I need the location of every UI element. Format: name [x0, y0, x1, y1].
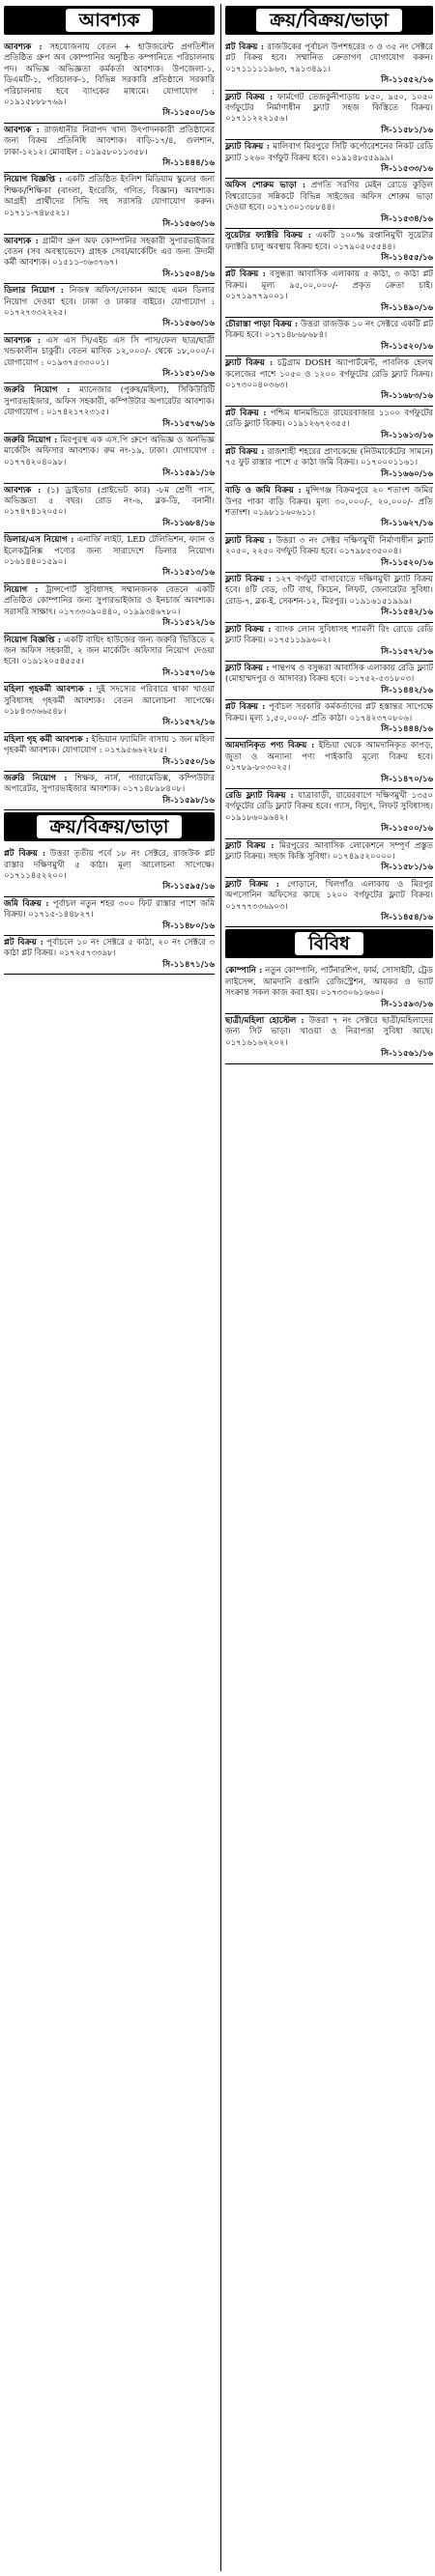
- classified-ad: [225, 789, 433, 839]
- section-title-buy-sell-right-label: ক্রয়/বিক্রয়/ভাড়া: [256, 9, 402, 32]
- classified-ad: [225, 739, 433, 789]
- ad-reference: সি-১১৪৯০/১৬: [381, 302, 433, 313]
- ad-heading: আবশ্যক :: [4, 485, 42, 495]
- classified-ad: [225, 179, 433, 229]
- classified-ad: [4, 847, 215, 897]
- section-title-wanted-label: আবশ্যক: [66, 9, 154, 32]
- classified-ad: [4, 897, 215, 936]
- classified-ad: [4, 284, 215, 334]
- classified-ad: [4, 583, 215, 634]
- right-ads-list: [225, 41, 433, 927]
- ad-heading: ফ্ল্যাট বিক্রয় :: [225, 624, 272, 635]
- section-title-buy-sell-left-label: ক্রয়/বিক্রয়/ভাড়া: [37, 815, 183, 838]
- classified-ad: [4, 124, 215, 174]
- classified-ad: [225, 1014, 433, 1064]
- ad-text: রাজউকের পূর্বাচল উপশহরের ৩ ও ৩৫ নং সেক্টরে প্লট বিক্রয় হবে। সম্মানিত ক্রেতাগণ যোগাযোগ করুন। ০১৭১১১১১৯৬৩, ৭৯১৩৪৯১।: [225, 42, 433, 74]
- ad-heading: প্লট বিক্রয় :: [225, 702, 266, 713]
- ad-text: মিরপুরের আবাসিক লোকেশনে সম্পূর্ণ প্রস্তুত ফ্ল্যাট বিক্রয়। সহজ কিস্তি সুবিধা। ০১৭৪৯৫২০০০০।: [225, 840, 433, 862]
- section-title-buy-sell-right: [225, 6, 433, 35]
- ad-heading: ফ্ল্যাট বিক্রয় :: [225, 92, 274, 102]
- ad-reference: সি-১১৬১৩/১৬: [381, 430, 433, 440]
- ad-heading: ফ্ল্যাট বিক্রয় :: [225, 663, 270, 673]
- ad-text: উত্তরা ৩ নং সেক্টর দক্ষিণমুখী নির্মাণাধীন ফ্ল্যাট ২০৫০, ২২৫০ বর্গফুট বিক্রয় হবে। ০১৭৯৮৫৩৫০০৪।: [225, 535, 433, 557]
- ad-heading: জমি বিক্রয় :: [4, 898, 49, 909]
- ad-reference: সি-১১৬৬০/১৬: [381, 468, 433, 479]
- ad-text: পূর্বাচল সরকারি কর্মকর্তাদের প্লট হস্তান্তর সাপেক্ষে বিক্রয়। মূল্য ১,৫০,০০০/- প্রতি কাঠা। ০১৭৪২৩৭০৮০৬।: [225, 702, 433, 723]
- ad-text: যাত্রাবাড়ী, রায়েরবাগে দক্ষিণমুখী ১৩৫০ বর্গফুটের রেডি ফ্ল্যাট বিক্রয় হবে। গ্যাস, বিদ্যুৎ, লিফট সুবিধাসহ। ০১৯১৮৬০৯৬৪২।: [225, 790, 433, 823]
- ad-heading: প্লট বিক্রয় :: [225, 408, 267, 418]
- ad-text: ম্যানেজার (পুরুষ/মহিলা), সিকিউরিটি সুপারভাইজার, অফিস সহকারী, কম্পিউটার অপারেটর আবশ্যক। যোগাযোগ : ০১৭৪২১৭২৩১৫।: [4, 385, 215, 418]
- ad-text: উত্তরা তৃতীয় পর্বে ১৮ নং সেক্টরে, রাজউক প্লট রাস্তার দক্ষিণমুখী ৫ কাঠা। মূল্য আলোচনা সাপেক্ষে। ০১৭১১৪৫২২০০।: [4, 849, 215, 881]
- ad-text: গ্রামীণ গ্রুপ অফ কোম্পানির সহকারী সুপারভাইজার বেতন (সব অবস্থাভেদে) গ্রাহক সেবা/মার্কেটিং এর জন্য উদ্যমী কর্মী আবশ্যক। ০১৫১১-৩৬৩৭৬৭।: [4, 236, 215, 269]
- ad-text: নিজস্ব অফিস/দোকান আছে এমন ডিলার নিয়োগ দেওয়া হবে। ঢাকা ও ঢাকার বাইরে। যোগাযোগ : ০১৭২৭৩৩২২২৫।: [4, 286, 215, 318]
- left-ads-list: [4, 41, 215, 810]
- ad-reference: সি-১১৫৮১/১৬: [381, 863, 433, 873]
- ad-reference: সি-১১৬২৭/১৬: [381, 519, 433, 529]
- ad-text: পশ্চিম ধানমন্ডিতে রায়েরবাজার ১১০০ বর্গফুটের রেডি ফ্ল্যাট বিক্রয়। ০১৯১২৬৭২৩৫৫।: [225, 408, 433, 430]
- ad-reference: সি-১১৬৮৩/১৬: [381, 391, 433, 402]
- ad-text: ট্রান্সপোর্ট সুবিধাসহ সম্মানজনক বেতনে একটি প্রতিষ্ঠিত কোম্পানির জন্য সুপারভাইজার ও ইনচার্জ আবশ্যক। সরাসরি সাক্ষাৎ। ০১৭৩৩০৯০৪৪০, ০১৯৯৩৪৬৭৮০।: [4, 584, 215, 617]
- ad-reference: সি-১১৫০০/১৬: [162, 108, 215, 119]
- ad-text: পূর্বাচলে ১০ নং সেক্টরে ৫ কাঠা, ২০ নং সেক্টরে ৩ কাঠা প্লট বিক্রয়। ০১৭২৫৭৩৩৯৮।: [4, 938, 215, 959]
- ad-text: মুন্সিগঞ্জ বিক্রমপুরে ২০ শতাংশ জমির উপর পাকা বাড়ি বিক্রয়। মূল্য ৩০,০০০/-, ২০,০০০/- প্রতি শতাংশ। ০১৯৮১১৬০৬১১।: [225, 486, 433, 519]
- ad-reference: সি-১১৫৯৩/১৬: [381, 999, 433, 1009]
- ad-text: রাজধানীর নিরাপদ খাদ্য উৎপাদনকারী প্রতিষ্ঠানের জন্য বিক্রয় প্রতিনিধি আবশ্যক। বাড়ি-১৭/৪, গুলশান, ঢাকা-১২১২। মোবাইল : ০১৯৫৮০১১৩৫৮।: [4, 125, 215, 157]
- ad-text: ১২৭ বর্গফুট বাসাবোতে দক্ষিণমুখী ফ্ল্যাট বিক্রয় হবে। ৪টি বেড, ৩টি বাথ, কিচেন, লিফট, জেনারেটর সুবিধা। রোড-৭, ব্লক-ই, সেকশন-১২, মিরপুর। ০১৯১৬১৫১৯৯৯।: [225, 575, 433, 607]
- classified-ad: [4, 484, 215, 534]
- ad-reference: সি-১১৫৫২/১৬: [381, 75, 433, 86]
- classified-ad: [225, 573, 433, 623]
- section-title-wanted: [4, 6, 215, 35]
- classified-ad: [4, 235, 215, 285]
- ad-heading: জরুরি নিয়োগ :: [4, 436, 58, 445]
- ad-heading: ফ্ল্যাট বিক্রয় :: [225, 358, 274, 369]
- ad-text: সহযোজনায় বেতন + হাউজরেন্ট প্রগতিশীল প্রতিষ্ঠিত গ্রুপ অব কোম্পানির অনুষ্ঠিত কম্পানিতে পরিচালনায় পদ। অভিজ্ঞ অভিজ্ঞতা কর্মকর্তা আবশ্যক। উপজেলা-১, ডিএমটি-১, পরিচালক-১, বিভিন্ন সরকারি প্রতিষ্ঠানে সরকারি পরিচালনায় হবে ব্যাংকের মাধ্যমে। যোগাযোগ : ০১৯১৫৮৮৮৭৬৯।: [4, 42, 215, 108]
- classified-ad: [4, 383, 215, 434]
- ad-heading: জরুরি নিয়োগ :: [4, 773, 68, 783]
- ad-heading: আবশ্যক :: [4, 42, 43, 52]
- ad-heading: আবশ্যক :: [4, 125, 40, 135]
- ad-heading: রেডি ফ্ল্যাট বিক্রয় :: [225, 790, 294, 801]
- ad-heading: নিয়োগ বিজ্ঞপ্তি :: [4, 635, 62, 645]
- classified-ad: [4, 936, 215, 975]
- classified-ad: [225, 445, 433, 484]
- ad-reference: সি-১১৫৯৮/১৬: [162, 795, 215, 806]
- ad-text: এনার্জি লাইট, LED টেলিভিশন, ফ্যান ও ইলেকট্রনিক্স পণ্যের জন্য সারাদেশে ডিলার নিয়োগ। ০১৬১৪৪০১৫৯০।: [4, 535, 215, 568]
- ad-reference: সি-১১৫৬১/১৬: [381, 1049, 433, 1060]
- ad-heading: প্লট বিক্রয় :: [4, 849, 45, 860]
- ad-text: মিরপুরস্থ এক এস.পি গ্রুপে অভিজ্ঞ ও অনভিজ্ঞ মার্কেটিং অফিসার আবশ্যক। রুম নং-১৯, ঢাকা। যোগাযোগ : ০১৭৭৪২০৪০৯৮।: [4, 436, 215, 467]
- section-title-misc: [225, 929, 433, 958]
- ad-text: চট্টগ্রাম DOSH অ্যাপার্টমেন্ট, পাবলিক হেলথ কলেজের পাশে ১০৫০ ও ১২০০ বর্গফুটের রেডি ফ্ল্যাট বিক্রয়। ০১৭৩০০৪০৩৬৩।: [225, 358, 433, 390]
- ad-reference: সি-১১৫২০/১৬: [381, 557, 433, 568]
- ad-reference: সি-১১৪৫৫/১৬: [381, 252, 433, 263]
- ad-heading: প্লট বিক্রয় :: [225, 269, 266, 280]
- ad-heading: ছাত্রী/মহিলা হোস্টেল :: [225, 1016, 304, 1027]
- classified-ad: [4, 733, 215, 772]
- ad-text: শিক্ষক, নার্স, প্যারামেডিক্স, কম্পিউটার অপারেটর, সুপারভাইজার আবশ্যক। ০১৭১৪৮৯৮৪০৮।: [4, 773, 215, 795]
- ad-heading: ফ্ল্যাট বিক্রয় :: [225, 879, 279, 890]
- right-column: [220, 4, 433, 2571]
- left-ads2-list: [4, 847, 215, 975]
- ad-heading: আবশ্যক :: [4, 236, 39, 246]
- ad-reference: সি-১১৫১০/১৬: [162, 368, 215, 379]
- ad-reference: সি-১১৪৮০/১৬: [162, 920, 215, 931]
- classified-ad: [225, 268, 433, 318]
- ad-reference: সি-১১৫১৩/১৬: [162, 568, 215, 579]
- ad-text: প্রগতি সরণির মেইন রোডে কুড়িল বিশ্বরোডের সন্নিকটে বিভিন্ন সাইজের অফিস শোরুম ভাড়া দেওয়া হবে। ০১৭১৩০১৩৮৮৪৪।: [225, 181, 433, 213]
- ad-reference: সি-১১৪৪২/১৬: [381, 685, 433, 695]
- classified-ad: [225, 484, 433, 534]
- ad-reference: সি-১১৫৬৩/১৬: [162, 319, 215, 329]
- ad-heading: বাড়ি ও জমি বিক্রয় :: [225, 486, 302, 496]
- ad-reference: সি-১১৫১২/১৬: [162, 618, 215, 629]
- classified-ad: [4, 173, 215, 234]
- left-column: [4, 4, 215, 2571]
- classified-ad: [4, 434, 215, 484]
- ad-reference: সি-১১৪৭০/১৬: [381, 774, 433, 784]
- ad-reference: সি-১১৫০৪/১৬: [162, 269, 215, 279]
- ad-heading: মহিলা গৃহ কর্মী আবশ্যক :: [4, 734, 89, 745]
- classified-ad: [4, 41, 215, 124]
- ad-text: ইন্ডিয়ান ফ্যামিলি বাসায় ১ জন মহিলা গৃহকর্মী আবশ্যক। যোগাযোগ : ০১৭৯৫৬৬২২৮৫।: [4, 734, 215, 756]
- ad-heading: মহিলা গৃহকর্মী আবশ্যক :: [4, 685, 93, 695]
- classified-ad: [225, 140, 433, 179]
- section-title-misc-label: বিবিধ: [295, 932, 363, 955]
- ad-text: মালিবাগ মিরপুরে সিটি কর্পোরেশনের নিকট রেডি ফ্ল্যাট ১২৬০ বর্গফুট বিক্রয় হবে। ০১৯১৪৮৫৫৯৯৯।: [225, 142, 433, 163]
- ad-text: একটি প্রতিষ্ঠিত ইংলিশ মিডিয়াম স্কুলের জন্য শিক্ষক/শিক্ষিকা (বাংলা, ইংরেজি, গণিত, বিজ্ঞান) আবশ্যক। আগ্রহী প্রার্থীদের সিভি সহ সরাসরি যোগাযোগ করুন। ০১৭১১-৭৪৮৫২১।: [4, 175, 215, 218]
- ad-reference: সি-১১৫৩৪/১৬: [381, 213, 433, 224]
- ad-text: ফার্মগেট তেজকুনীপাড়ায় ৮৫০, ৯৫০, ১০৫০ বর্গফুটের নির্মাণাধীন ফ্ল্যাট সহজ কিস্তিতে বিক্রয়। ০১৭১১২২২১৫৬।: [225, 92, 433, 125]
- ad-heading: কোম্পানি :: [225, 966, 263, 977]
- ad-reference: সি-১১৫৯৫/১৬: [162, 882, 215, 892]
- right-ads2-list: [225, 964, 433, 1063]
- ad-reference: সি-১১৫৪২/১৬: [381, 608, 433, 618]
- ad-reference: সি-১১৪৪৪/১৬: [162, 158, 215, 169]
- ad-heading: প্লট বিক্রয় :: [225, 447, 265, 457]
- ad-reference: সি-১১৫৭২/১৬: [162, 718, 215, 728]
- classified-ad: [4, 334, 215, 384]
- ad-heading: ফ্ল্যাট বিক্রয় :: [225, 535, 273, 546]
- ad-heading: আমদানিকৃত পণ্য বিক্রয় :: [225, 741, 315, 751]
- classified-ad: [225, 700, 433, 739]
- classified-ad: [225, 407, 433, 445]
- ad-reference: সি-১১৫৯১/১৬: [162, 468, 215, 479]
- classified-ad: [225, 41, 433, 91]
- ad-text: একটি ১০০% রপ্তানিমুখী সুয়েটার ফ্যাক্টরি চালু অবস্থায় বিক্রয় হবে। ০১৭৯০৫০৫৫৪৪।: [225, 231, 433, 252]
- classified-ad: [4, 533, 215, 583]
- ad-text: নতুন কোম্পানি, পার্টনারশিপ, ফার্ম, সোসাইটি, ট্রেড লাইসেন্স, আমদানি রপ্তানি রেজিস্ট্রেশন, আয়কর ও ভ্যাট সংক্রান্ত সকল কাজ করা হয়। ০১৭৩৩০৬১৬৬০।: [225, 966, 433, 999]
- ad-heading: আবশ্যক :: [4, 335, 41, 346]
- ad-text: পান্থপথ ও বসুন্ধরা আবাসিক এলাকায় রেডি ফ্ল্যাট (মোহাম্মদপুর ও আদাবর) বিক্রয় হবে। ০১৭৫২-৫৩১৮০৩।: [225, 663, 433, 685]
- ad-text: (১) ড্রাইভার (প্রাইভেট কার) -৮ম শ্রেণী পাস, অভিজ্ঞতা ৫ বছর। রোড নং-৬, ব্লক-ডি, বনানী। ০১৭৪৭৪১২০৫০।: [4, 485, 215, 518]
- classified-ad: [225, 534, 433, 573]
- ad-text: ইন্ডিয়া থেকে আমদানিকৃত কাপড়, জুতা ও অন্যান্য পণ্য পাইকারি মূল্যে বিক্রয় হবে। ০১৭৮৯-৮০৩০২৫।: [225, 741, 433, 774]
- ad-reference: সি-১১৫৬৩/১৬: [162, 219, 215, 230]
- ad-heading: জরুরি নিয়োগ :: [4, 385, 71, 396]
- classified-ad: [225, 318, 433, 356]
- ad-reference: সি-১১৫৮১/১৬: [381, 125, 433, 135]
- classified-ad: [225, 229, 433, 268]
- ad-heading: ফ্ল্যাট বিক্রয় :: [225, 575, 272, 585]
- ad-text: একটি বায়িং হাউজের জন্য জরুরি ভিত্তিতে ২ জন অফিস সহকারী, ২ জন মার্কেটিং অফিসার নিয়োগ দেওয়া হবে। ০১৯১২০৫৪৫৫৫।: [4, 635, 215, 667]
- classified-ad: [225, 964, 433, 1014]
- ad-reference: সি-১১৫৩৩/১৬: [381, 164, 433, 175]
- ad-heading: নিয়োগ বিজ্ঞপ্তি :: [4, 175, 63, 185]
- classified-ad: [225, 91, 433, 141]
- ad-heading: ফ্ল্যাট বিক্রয় :: [225, 142, 270, 153]
- ad-reference: সি-১১৫৭৬/১৬: [162, 418, 215, 429]
- classified-ad: [4, 634, 215, 684]
- ad-reference: সি-১১৫৫০/১৬: [162, 756, 215, 767]
- classified-ad: [225, 356, 433, 407]
- ad-text: উত্তরা রাজউক ১০ নং সেক্টরে একটি প্লট বিক্রয় হবে। ০১৭১৪৮৬৮৬৮৪।: [225, 319, 433, 341]
- section-title-buy-sell-left: [4, 812, 215, 841]
- classified-ad: [225, 623, 433, 662]
- classified-ad: [225, 839, 433, 878]
- ad-heading: অফিস শোরুম ভাড়া :: [225, 181, 306, 191]
- classified-ad: [4, 772, 215, 810]
- ad-reference: সি-১১৫৭০/১৬: [162, 667, 215, 678]
- ad-heading: প্লট বিক্রয় :: [225, 42, 265, 52]
- ad-heading: চৌরাস্তা পাড়া বিক্রয় :: [225, 319, 299, 329]
- ad-heading: ডিলার নিয়োগ :: [4, 286, 64, 297]
- ad-text: গোড়ানে, খিলগাঁও এলাকায় ও মিরপুর অপসোনিন অফিসের কাছে ১২০০ বর্গফুটের ফ্ল্যাট বিক্রয়। ০১৭৭৭৩৩৬৯০৩।: [225, 879, 433, 912]
- ad-heading: ফ্ল্যাট বিক্রয় :: [225, 840, 275, 851]
- ad-reference: সি-১১৫৭২/১৬: [381, 646, 433, 657]
- ad-text: উত্তরা ৭ নং সেক্টরে ছাত্রী/মহিলাদের জন্য সিট ভাড়া। খাওয়া ও নিরাপত্তা সুবিধা আছে। ০১৭১৬১৬২২০২।: [225, 1016, 433, 1048]
- ad-reference: সি-১১৪৫৪/১৬: [381, 913, 433, 923]
- ad-heading: প্লট বিক্রয় :: [4, 938, 44, 948]
- ad-text: ব্যাংক লোন সুবিধাসহ শ্যামলী রিং রোডে রেডি ফ্ল্যাট বিক্রয়। ০১৭৫১১৯৯৬০২।: [225, 624, 433, 646]
- ad-reference: সি-১১৫০০/১৬: [381, 824, 433, 835]
- classified-ad: [4, 683, 215, 733]
- classified-ad: [225, 878, 433, 928]
- ad-heading: সুয়েটার ফ্যাক্টরি বিক্রয় :: [225, 231, 311, 241]
- ad-heading: নিয়োগ :: [4, 584, 39, 595]
- ad-reference: সি-১১৫২০/১৬: [381, 341, 433, 352]
- ad-reference: সি-১১৪৭১/১৬: [162, 959, 215, 970]
- ad-text: পূর্বাচল নতুন শহর ৩০০ ফিট রাস্তার পাশে জমি বিক্রয়। ০১৭১৫-১৪৪৮২৭।: [4, 898, 215, 920]
- classified-ad: [225, 662, 433, 700]
- ad-text: দুই সদস্যের পরিবারে থাকা খাওয়া সুবিধাসহ গৃহকর্মী আবশ্যক। বেতন আলোচনা সাপেক্ষে। ০১৮৪৩৩৬৬৫৪৮।: [4, 685, 215, 717]
- ad-reference: সি-১১৬৮৪/১৬: [162, 518, 215, 528]
- ad-text: রাজশাহী শহরের প্রাণকেন্দ্রে (নিউমার্কেটের সামনে) ৭৫ ফুট রাস্তার পাশে ৫ কাঠা জমি বিক্রয়। ০১৭০০০১১৬১।: [225, 447, 433, 468]
- ad-text: এস এস সি/এইচ এস সি পাস/ফেল ছাত্র/ছাত্রী খন্ডকালীন চাকুরী। বেতন মাসিক ১২,০০০/- থেকে ১৮,০০০/-। যোগাযোগ : ০১৯৩৭৫৩৩০০১।: [4, 335, 215, 368]
- ad-heading: ডিলার/এস নিয়োগ :: [4, 535, 74, 546]
- ad-reference: সি-১১৪৪৪/১৬: [381, 723, 433, 734]
- ad-text: বসুন্ধরা আবাসিক এলাকায় ৫ কাঠা, ৩ কাঠা প্লট বিক্রয়। মূল্য ৯৫,০০,০০০/- প্রকৃত ক্রেতা চাই। ০১৭১৯৭৭৯০০১।: [225, 269, 433, 302]
